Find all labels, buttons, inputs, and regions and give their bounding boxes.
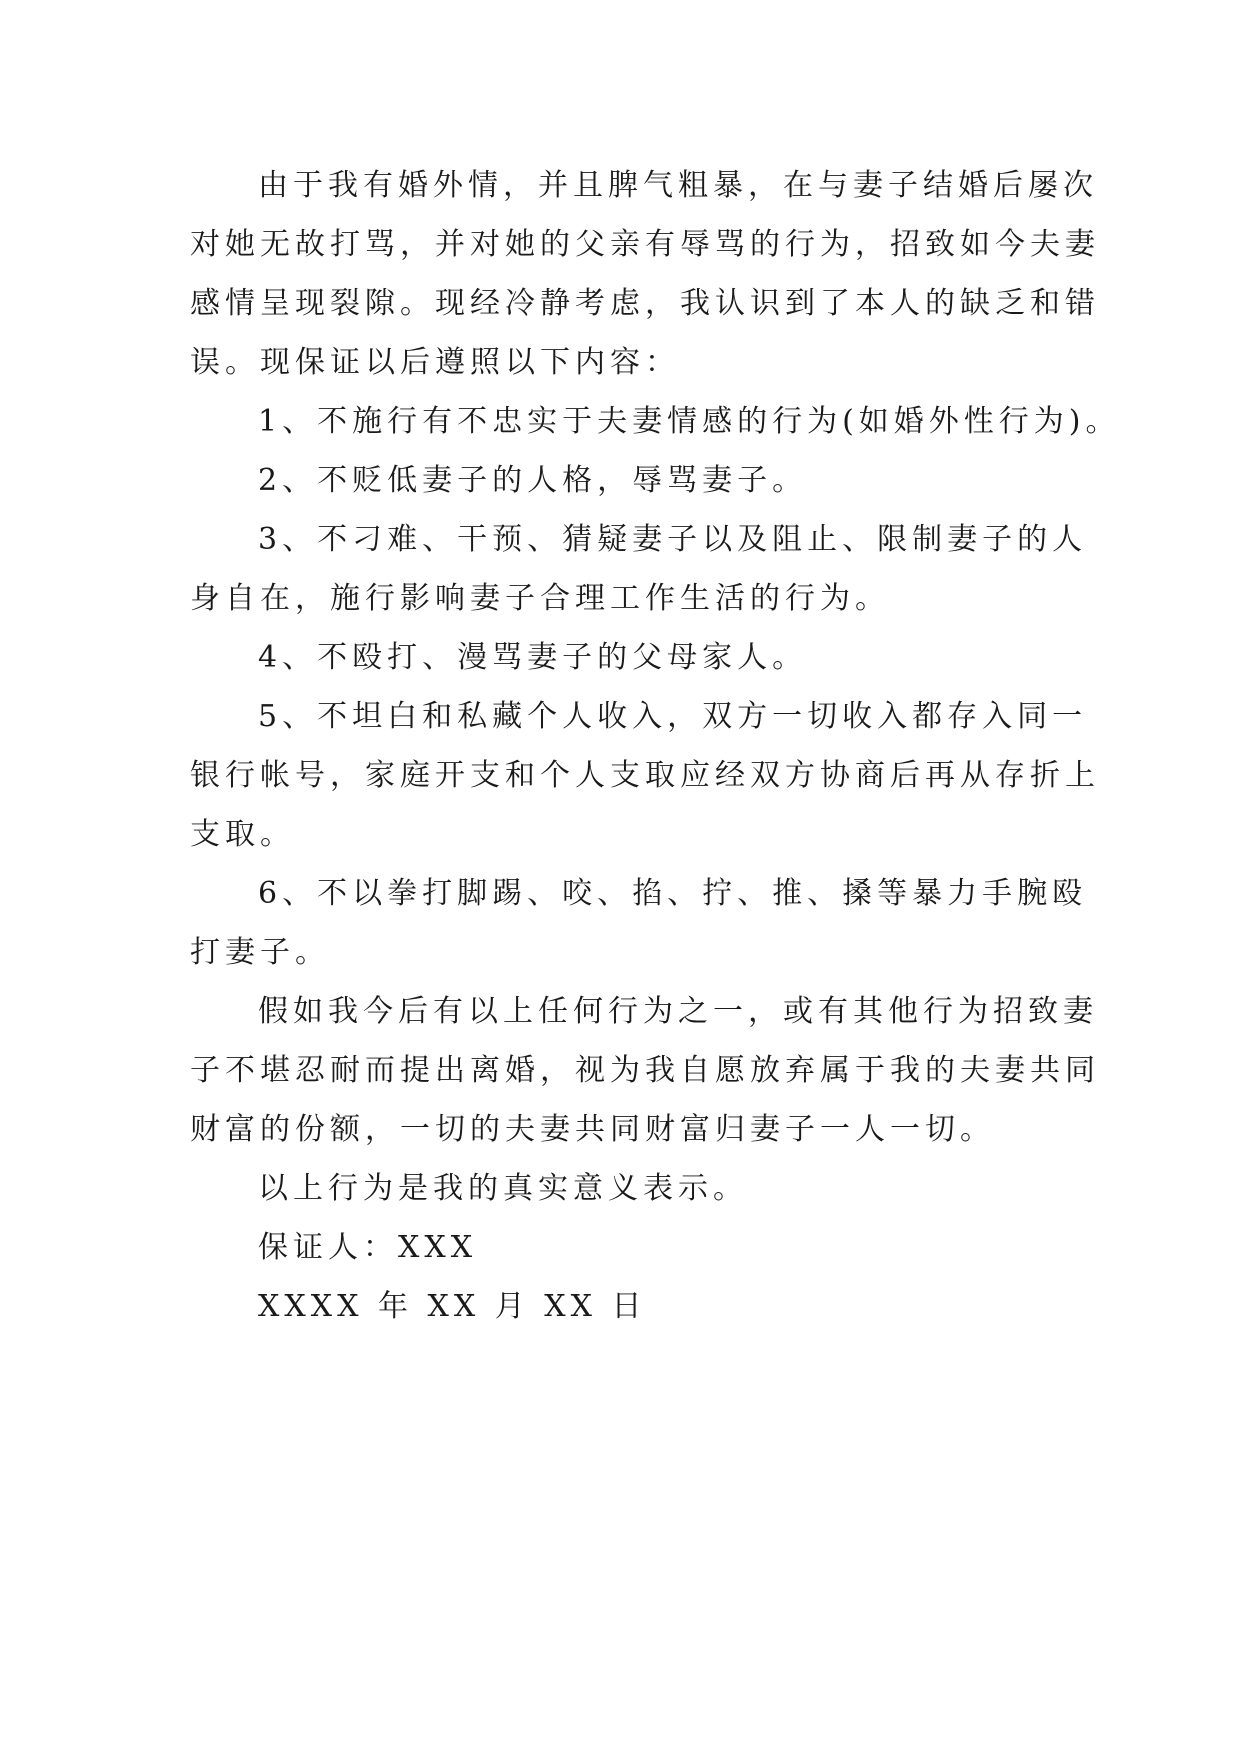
text-line: 感情呈现裂隙。现经冷静考虑，我认识到了本人的缺乏和错 — [190, 286, 1100, 321]
declaration-paragraph — [190, 1159, 1060, 1218]
pledge-item-5 — [190, 687, 1100, 864]
text-line: 由于我有婚外情，并且脾气粗暴，在与妻子结婚后屡次 — [258, 168, 1098, 203]
pledge-item-6 — [190, 864, 1088, 982]
text-line: 财富的份额，一切的夫妻共同财富归妻子一人一切。 — [190, 1112, 995, 1147]
pledge-item-1 — [190, 392, 1121, 451]
text-line: 银行帐号，家庭开支和个人支取应经双方协商后再从存折上 — [190, 758, 1100, 793]
text-line: 1、不施行有不忠实于夫妻情感的行为(如婚外性行为)。 — [258, 404, 1121, 439]
text-line: 保证人：XXX — [258, 1230, 478, 1265]
text-line: 6、不以拳打脚踢、咬、掐、拧、推、搡等暴力手腕殴 — [258, 876, 1088, 911]
text-line: 误。现保证以后遵照以下内容： — [190, 345, 680, 380]
text-line: 4、不殴打、漫骂妻子的父母家人。 — [258, 640, 808, 675]
text-line: 2、不贬低妻子的人格，辱骂妻子。 — [258, 463, 808, 498]
text-line: 3、不刁难、干预、猜疑妻子以及阻止、限制妻子的人 — [258, 522, 1088, 557]
pledge-item-3 — [190, 510, 1088, 628]
text-line: 5、不坦白和私藏个人收入，双方一切收入都存入同一 — [258, 699, 1088, 734]
text-line: XXXX 年 XX 月 XX 日 — [258, 1289, 647, 1324]
text-line: 支取。 — [190, 817, 295, 852]
date-line — [190, 1277, 1060, 1336]
text-line: 对她无故打骂，并对她的父亲有辱骂的行为，招致如今夫妻 — [190, 227, 1100, 262]
text-line: 子不堪忍耐而提出离婚，视为我自愿放弃属于我的夫妻共同 — [190, 1053, 1100, 1088]
text-line: 打妻子。 — [190, 935, 330, 970]
consequence-paragraph — [190, 982, 1100, 1159]
text-line: 身自在，施行影响妻子合理工作生活的行为。 — [190, 581, 890, 616]
guarantor-line — [190, 1218, 1060, 1277]
pledge-item-4 — [190, 628, 1060, 687]
document-body — [190, 156, 1121, 1336]
text-line: 假如我今后有以上任何行为之一，或有其他行为招致妻 — [258, 994, 1098, 1029]
intro-paragraph — [190, 156, 1100, 392]
pledge-item-2 — [190, 451, 1060, 510]
text-line: 以上行为是我的真实意义表示。 — [258, 1171, 748, 1206]
